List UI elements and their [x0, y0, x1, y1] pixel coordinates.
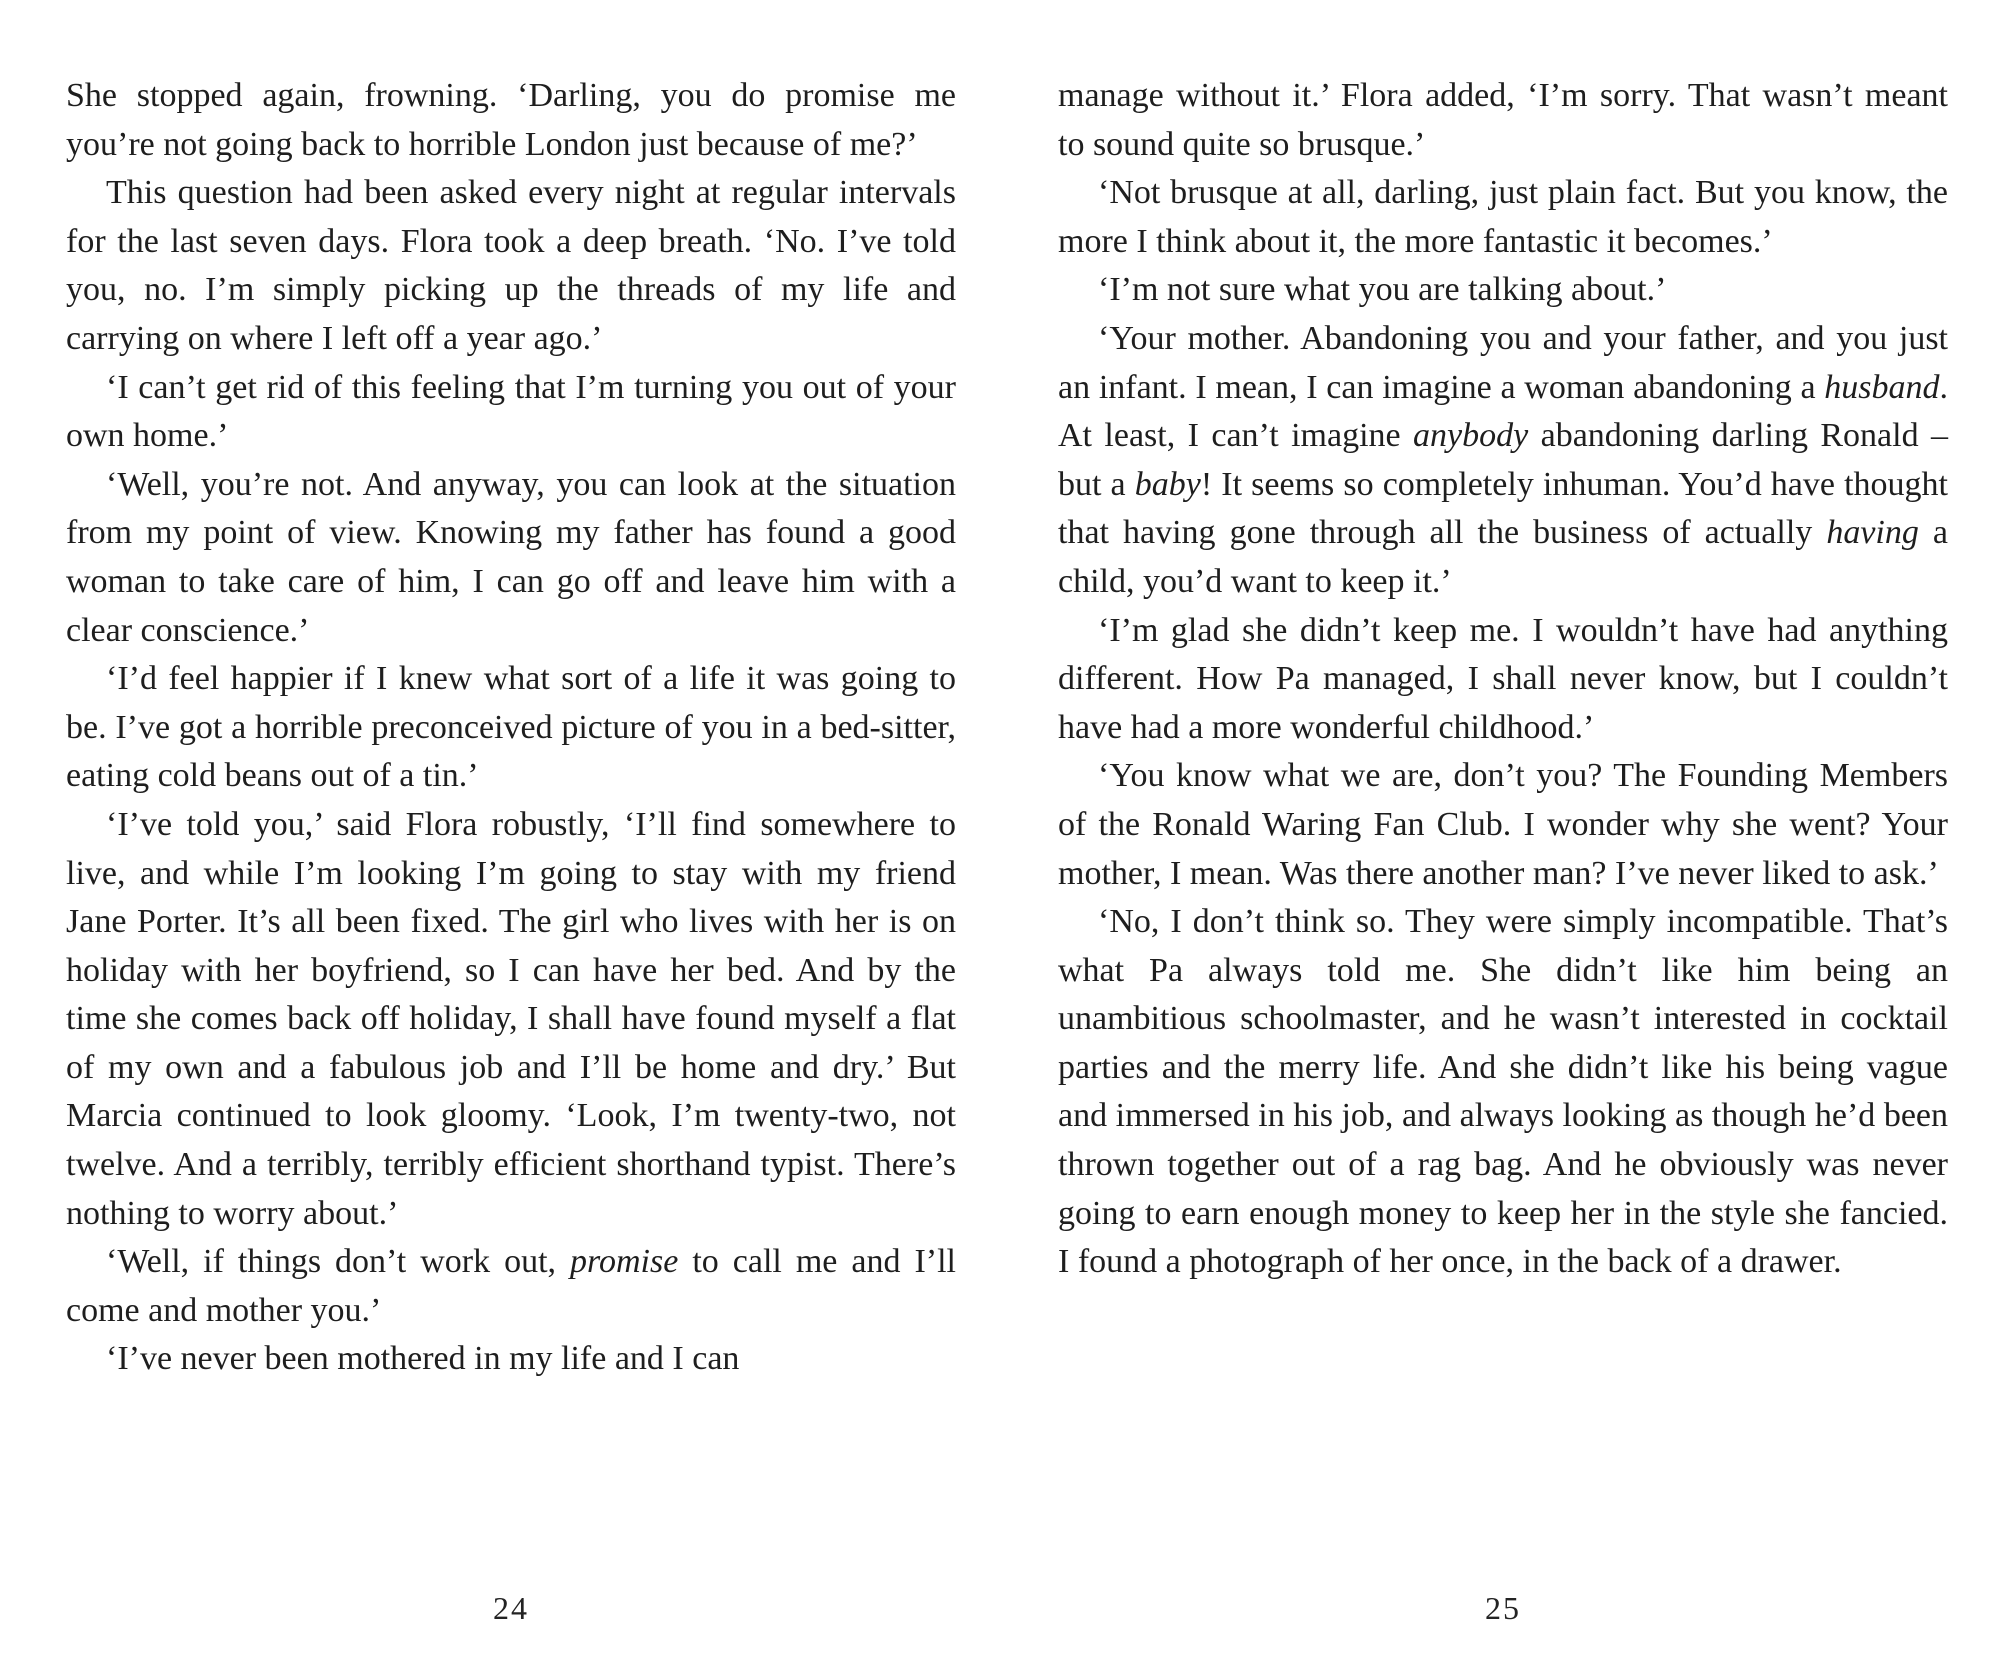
paragraph: ‘No, I don’t think so. They were simply incompatible. That’s what Pa always told me. She didn’t like him being an unambitious schoolmaster, and he wasn’t interested in cocktail parties and the merry life. And she didn’t like his being vague and immersed in his job, and always looking as though he’d been thrown together out of a rag bag. And he obviously was never going to earn enough money to keep her in the style she fancied. I found a photograph of her once, in the back of a drawer.: [1058, 903, 1948, 1281]
italic-emphasis: baby: [1134, 465, 1201, 503]
left-page: [66, 72, 956, 1626]
paragraph: This question had been asked every night at regular intervals for the last seven days. Flora took a deep breath. ‘No. I’ve told you, no. I’m simply picking up the threads of my life and carrying on where I left off a year ago.’: [66, 174, 956, 357]
left-page-body: [66, 72, 956, 1384]
paragraph: ‘Your mother. Abandoning you and your father, and you just an infant. I mean, I can imagine a woman abandoning a husband. At least, I can’t imagine anybody abandoning darling Ronald – but a baby! It seems so completely inhuman. You’d have thought that having gone through all the business of actually having a child, you’d want to keep it.’: [1058, 319, 1948, 600]
page-number: 24: [493, 1590, 529, 1626]
italic-emphasis: anybody: [1413, 417, 1529, 455]
italic-emphasis: husband: [1824, 368, 1940, 406]
paragraph: ‘I’d feel happier if I knew what sort of a life it was going to be. I’ve got a horrible preconceived picture of you in a bed-sitter, eating cold beans out of a tin.’: [66, 660, 956, 795]
paragraph: She stopped again, frowning. ‘Darling, you do promise me you’re not going back to horrible London just because of me?’: [66, 77, 956, 163]
page-number: 25: [1485, 1590, 1521, 1626]
paragraph: ‘You know what we are, don’t you? The Founding Members of the Ronald Waring Fan Club. I wonder why she went? Your mother, I mean. Was there another man? I’ve never liked to ask.’: [1058, 757, 1948, 892]
paragraph: ‘I’ve never been mothered in my life and I can: [106, 1340, 740, 1378]
paragraph: ‘Well, if things don’t work out, promise to call me and I’ll come and mother you.’: [66, 1243, 956, 1329]
paragraph: ‘I’m not sure what you are talking about.’: [1098, 271, 1667, 309]
paragraph: ‘I’m glad she didn’t keep me. I wouldn’t have had anything different. How Pa managed, I shall never know, but I couldn’t have had a more wonderful childhood.’: [1058, 611, 1948, 746]
right-page-body: [1058, 72, 1948, 1287]
paragraph: ‘I’ve told you,’ said Flora robustly, ‘I’ll find somewhere to live, and while I’m looking I’m going to stay with my friend Jane Porter. It’s all been fixed. The girl who lives with her is on holiday with her boyfriend, so I can have her bed. And by the time she comes back off holiday, I shall have found myself a flat of my own and a fabulous job and I’ll be home and dry.’ But Marcia continued to look gloomy. ‘Look, I’m twenty-two, not twelve. And a terribly, terribly efficient shorthand typist. There’s nothing to worry about.’: [66, 805, 956, 1232]
italic-emphasis: having: [1826, 514, 1919, 552]
paragraph: manage without it.’ Flora added, ‘I’m sorry. That wasn’t meant to sound quite so brusque.’: [1058, 77, 1948, 163]
paragraph: ‘Not brusque at all, darling, just plain fact. But you know, the more I think about it, the more fantastic it becomes.’: [1058, 174, 1948, 260]
right-page: [1058, 72, 1948, 1626]
italic-emphasis: promise: [570, 1243, 679, 1281]
paragraph: ‘Well, you’re not. And anyway, you can look at the situation from my point of view. Knowing my father has found a good woman to take care of him, I can go off and leave him with a clear conscience.’: [66, 465, 956, 649]
paragraph: ‘I can’t get rid of this feeling that I’m turning you out of your own home.’: [66, 368, 956, 455]
